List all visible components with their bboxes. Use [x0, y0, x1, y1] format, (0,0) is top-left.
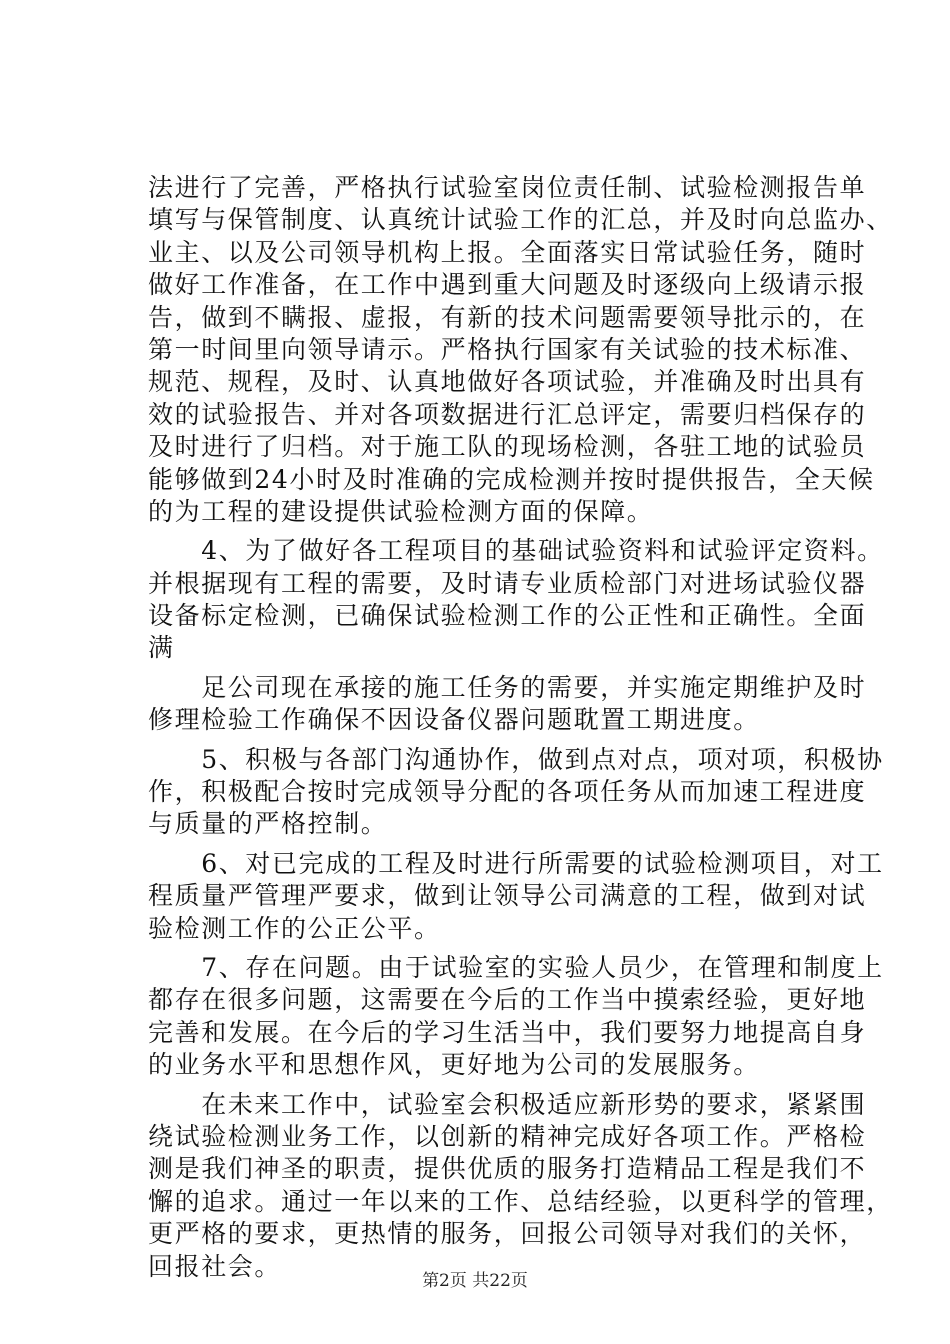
- page-footer: 第2页 共22页: [422, 1271, 528, 1291]
- text-line: 填写与保管制度、认真统计试验工作的汇总，并及时向总监办、: [148, 205, 893, 235]
- paragraph-gap: [148, 665, 838, 672]
- text-line: 完善和发展。在今后的学习生活当中，我们要努力地提高自身: [148, 1017, 867, 1047]
- text-line: 6、对已完成的工程及时进行所需要的试验检测项目，对工: [148, 848, 884, 878]
- text-line: 7、存在问题。由于试验室的实验人员少，在管理和制度上: [148, 952, 884, 982]
- text-line: 程质量严管理严要求，做到让领导公司满意的工程，做到对试: [148, 881, 867, 911]
- paragraph-gap: [148, 841, 838, 848]
- paragraph: [148, 1089, 893, 1283]
- text-line: 满: [148, 633, 175, 663]
- text-line: 规范、规程，及时、认真地做好各项试验，并准确及时出具有: [148, 367, 867, 397]
- text-line: 能够做到24小时及时准确的完成检测并按时提供报告，全天候: [148, 464, 875, 494]
- paragraph-gap: [148, 1082, 838, 1089]
- text-line: 设备标定检测，已确保试验检测工作的公正性和正确性。全面: [148, 601, 867, 631]
- paragraph: [148, 672, 867, 737]
- text-line: 足公司现在承接的施工任务的需要，并实施定期维护及时: [148, 672, 867, 702]
- text-line: 绕试验检测业务工作，以创新的精神完成好各项工作。严格检: [148, 1121, 867, 1151]
- paragraph: [148, 848, 884, 945]
- text-line: 效的试验报告、并对各项数据进行汇总评定，需要归档保存的: [148, 399, 867, 429]
- text-line: 懈的追求。通过一年以来的工作、总结经验，以更科学的管理，: [148, 1186, 893, 1216]
- text-line: 做好工作准备，在工作中遇到重大问题及时逐级向上级请示报: [148, 270, 867, 300]
- text-line: 4、为了做好各工程项目的基础试验资料和试验评定资料。: [148, 536, 884, 566]
- text-line: 告，做到不瞒报、虚报，有新的技术问题需要领导批示的，在: [148, 302, 867, 332]
- text-line: 更严格的要求，更热情的服务，回报公司领导对我们的关怀，: [148, 1219, 867, 1249]
- text-line: 5、积极与各部门沟通协作，做到点对点，项对项，积极协: [148, 744, 884, 774]
- text-line: 验检测工作的公正公平。: [148, 913, 441, 943]
- text-line: 并根据现有工程的需要，及时请专业质检部门对进场试验仪器: [148, 568, 867, 598]
- paragraph: [148, 535, 884, 665]
- text-line: 及时进行了归档。对于施工队的现场检测，各驻工地的试验员: [148, 432, 867, 462]
- text-line: 法进行了完善，严格执行试验室岗位责任制、试验检测报告单: [148, 173, 867, 202]
- text-line: 业主、以及公司领导机构上报。全面落实日常试验任务，随时: [148, 237, 867, 267]
- paragraph: [148, 172, 893, 528]
- text-line: 的为工程的建设提供试验检测方面的保障。: [148, 496, 654, 526]
- text-line: 修理检验工作确保不因设备仪器问题耽置工期进度。: [148, 705, 760, 735]
- text-line: 与质量的严格控制。: [148, 809, 388, 839]
- text-line: 在未来工作中，试验室会积极适应新形势的要求，紧紧围: [148, 1089, 867, 1119]
- paragraph: [148, 744, 884, 841]
- text-line: 回报社会。: [148, 1251, 282, 1281]
- paragraph-gap: [148, 737, 838, 744]
- text-line: 作，积极配合按时完成领导分配的各项任务从而加速工程进度: [148, 777, 867, 807]
- paragraph-gap: [148, 945, 838, 952]
- paragraph: [148, 952, 884, 1082]
- text-line: 测是我们神圣的职责，提供优质的服务打造精品工程是我们不: [148, 1154, 867, 1184]
- paragraph-gap: [148, 528, 838, 535]
- text-line: 第一时间里向领导请示。严格执行国家有关试验的技术标准、: [148, 334, 867, 364]
- text-line: 都存在很多问题，这需要在今后的工作当中摸索经验，更好地: [148, 985, 867, 1015]
- text-line: 的业务水平和思想作风，更好地为公司的发展服务。: [148, 1050, 760, 1080]
- document-body: [148, 172, 893, 1283]
